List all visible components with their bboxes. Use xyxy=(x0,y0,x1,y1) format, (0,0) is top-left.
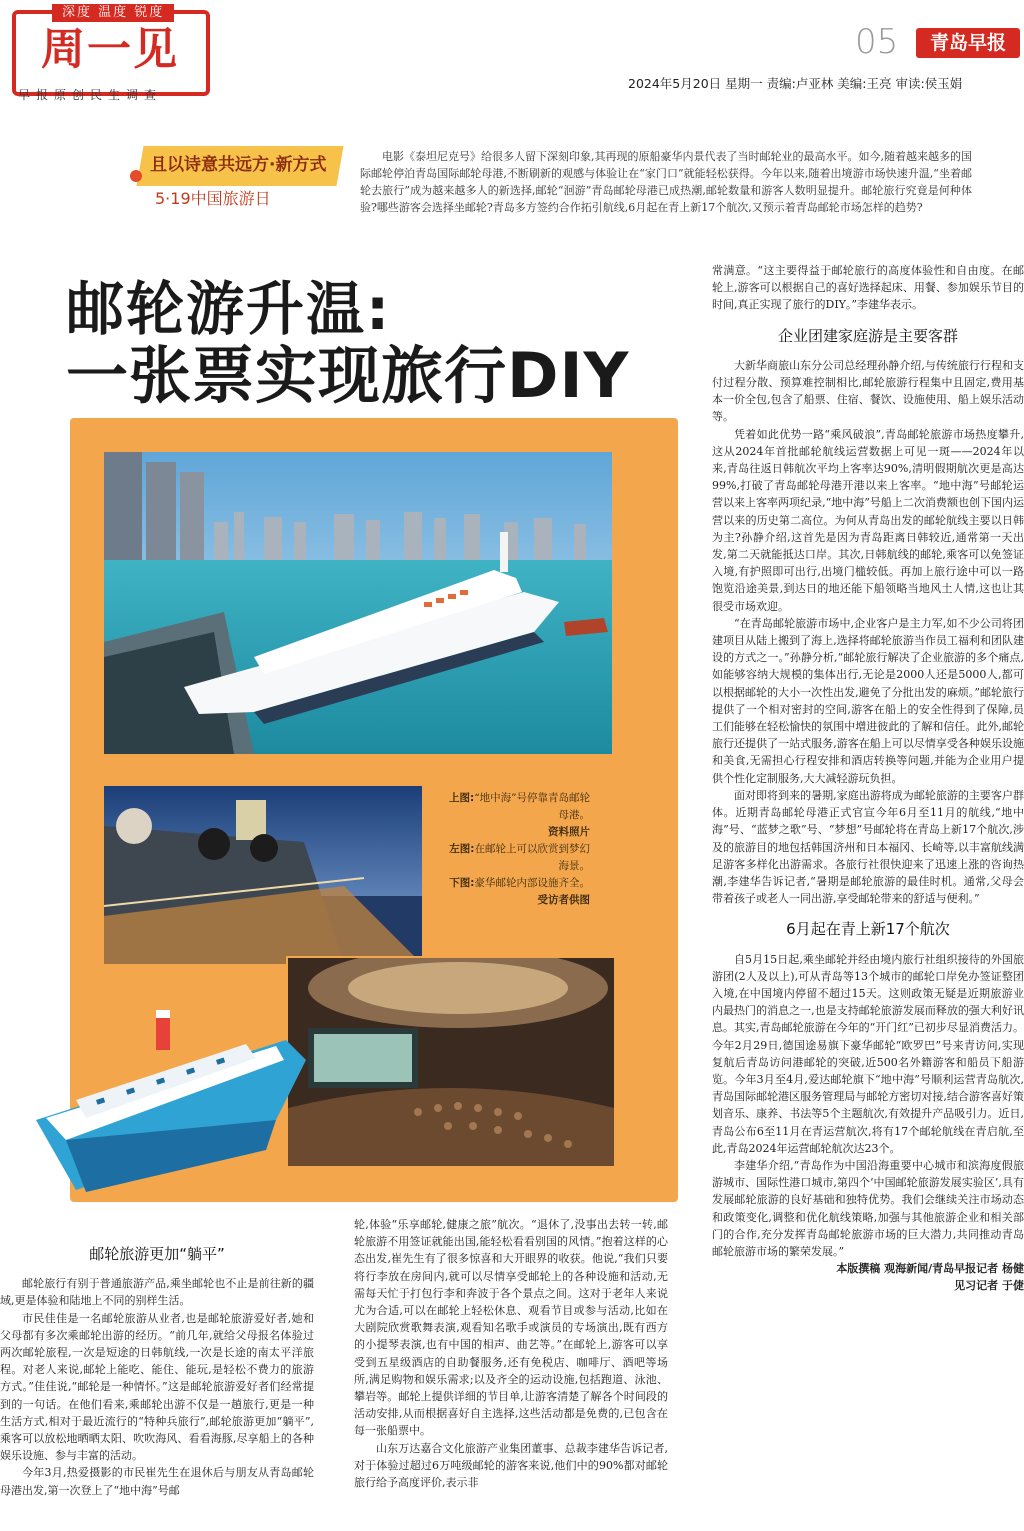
caption-bottom-text: 豪华邮轮内部设施齐全。 xyxy=(474,877,590,889)
right-paragraph-4: 面对即将到来的暑期,家庭出游将成为邮轮旅游的主要客户群体。近期青岛邮轮母港正式官宣今年6月至11月的航线,“地中海”号、“蓝梦之歌”号、“梦想”号邮轮将在青岛上新17个航次,涉及的旅游目的地包括韩国济州和日本福冈、长崎等,以丰富航线满足游客多样化出游需求。各旅行社很快迎来了迅速上涨的咨询热潮,李建华告诉记者,“暑期是邮轮旅游的最佳时机。通常,父母会带着孩子或老人一同出游,享受邮轮带来的舒适与便利。” xyxy=(712,788,1024,906)
headline-line-2: 一张票实现旅行DIY xyxy=(66,339,630,412)
tag-line-2: 5·19中国旅游日 xyxy=(155,189,271,208)
article-column-middle xyxy=(354,1216,668,1491)
lede-paragraph: 电影《泰坦尼克号》给很多人留下深刻印象,其再现的原船豪华内景代表了当时邮轮业的最高水平。如今,随着越来越多的国际邮轮停泊青岛国际邮轮母港,不断刷新的观感与体验让在“家门口”就能轻松获得。今年以来,随着出境游市场快速升温,“坐着邮轮去旅行”成为越来越多人的新选择,邮轮“洄游”青岛邮轮母港已成热潮,邮轮数量和游客人数明显提升。邮轮旅行究竟是何种体验?哪些游客会选择坐邮轮?青岛多方签约合作拓引航线,6月起在青上新17个航次,又预示着青岛邮轮市场怎样的趋势? xyxy=(360,150,972,214)
left-paragraph-2: 市民佳佳是一名邮轮旅游从业者,也是邮轮旅游爱好者,她和父母都有多次乘邮轮出游的经历。“前几年,就给父母报名体验过两次邮轮旅程,一次是短途的日韩航线,一次是长途的南太平洋旅程。对老人来说,邮轮上能吃、能住、能玩,是轻松不费力的旅游方式。”佳佳说,“邮轮是一种情怀。”这是邮轮旅游爱好者们经常提到的一句话。在他们看来,乘邮轮出游不仅是一趟旅行,更是一种生活方式,相对于最近流行的“特种兵旅行”,邮轮旅游更加“躺平”,乘客可以放松地晒晒太阳、吹吹海风、看看海豚,尽享船上的各种娱乐设施、参与丰富的活动。 xyxy=(0,1311,314,1463)
right-paragraph-5: 自5月15日起,乘坐邮轮并经由境内旅行社组织接待的外国旅游团(2人及以上),可从青岛等13个城市的邮轮口岸免办签证整团入境,在中国境内停留不超过15天。这则政策无疑是近期旅游业内最热门的消息之一,也是支持邮轮旅游发展而释放的强大利好讯息。其实,青岛邮轮旅游在今年的“开门红”已初步尽显消费活力。今年2月29日,德国途易旗下豪华邮轮“欧罗巴”号来青访问,实现复航后青岛访问港邮轮的突破,近500名外籍游客和船员下船游览。今年3月至4月,爱达邮轮旗下“地中海”号顺利运营青岛航次,青岛国际邮轮港区服务管理局与邮轮方密切对接,结合游客喜好策划音乐、康养、书法等5个主题航次,有效提升产品吸引力。近日,青岛公布6至11月在青运营航次,将有17个邮轮航线在青启航,至此,青岛2024年运营邮轮航次达23个。 xyxy=(712,952,1024,1155)
caption-left-label: 左图: xyxy=(449,843,475,855)
caption-left-text: 在邮轮上可以欣赏到梦幻海景。 xyxy=(474,843,590,872)
caption-top-credit: 资料照片 xyxy=(548,826,590,838)
right-paragraph-2: 凭着如此优势一路“乘风破浪”,青岛邮轮旅游市场热度攀升,这从2024年首批邮轮航线运营数据上可见一斑——2024年以来,青岛往返日韩航次平均上客率达90%,清明假期航次更是高达99%,打破了青岛邮轮母港开港以来上客率。“地中海”号邮轮运营以来上客率两项纪录,“地中海”号船上二次消费额也创下国内运营以来的历史第二高位。为何从青岛出发的邮轮航线主要以日韩为主?孙静介绍,这首先是因为青岛距离日韩较近,通常第一天出发,第二天就能抵达口岸。其次,日韩航线的邮轮,乘客可以免签证入境,有护照即可出行,出境门槛较低。再加上旅行途中可以一路饱览沿途美景,到达日的地还能下船领略当地风土人情,这也让其很受市场欢迎。 xyxy=(712,427,1024,613)
masthead-title: 周一见 xyxy=(41,24,179,75)
caption-top-text: “地中海”号停靠青岛邮轮母港。 xyxy=(474,792,590,821)
theater-interior-photo xyxy=(286,956,616,1168)
article-column-left xyxy=(0,1232,314,1499)
right-paragraph-3: “在青岛邮轮旅游市场中,企业客户是主力军,如不少公司将团建项目从陆上搬到了海上,选择将邮轮旅游当作员工福利和团队建设的方式之一。”孙静分析,“邮轮旅行解决了企业旅游的多个痛点,如能够容纳大规模的集体出行,无论是2000人还是5000人,都可以根据邮轮的大小一次性出发,避免了分批出发的麻烦。”邮轮旅行提供了一个相对密封的空间,游客在船上的安全性得到了保障,员工们能够在轻松愉快的氛围中增进彼此的了解和信任。此外,邮轮旅行还提供了一站式服务,游客在船上可以尽情享受各种娱乐设施和美食,无需担心行程安排和酒店转换等问题,并能为企业用户提供个性化定制服务,大大减轻游玩负担。 xyxy=(712,616,1024,785)
section-subhead-2: 6月起在青上新17个航次 xyxy=(786,920,950,939)
cruise-ship-port-photo xyxy=(104,452,612,754)
paper-logo: 青岛早报 xyxy=(916,28,1020,58)
caption-bottom-label: 下图: xyxy=(449,877,475,889)
left-paragraph-3: 今年3月,热爱摄影的市民崔先生在退休后与朋友从青岛邮轮母港出发,第一次登上了“地中海”号邮 xyxy=(0,1466,314,1497)
caption-bottom-credit: 受访者供图 xyxy=(537,894,590,906)
photo-caption xyxy=(440,790,590,909)
masthead-subtitle: 早报原创民生调查 xyxy=(18,88,163,102)
mid-paragraph-2: 山东万达嘉合文化旅游产业集团董事、总裁李建华告诉记者,对于体验过超过6万吨级邮轮的游客来说,他们中的90%都对邮轮旅行给予高度评价,表示非 xyxy=(354,1441,668,1490)
tag-dot-icon xyxy=(130,170,142,182)
left-paragraph-1: 邮轮旅行有别于普通旅游产品,乘坐邮轮也不止是前往新的疆域,更是体验和陆地上不同的别样生活。 xyxy=(0,1277,314,1308)
right-paragraph-1: 大新华商旅山东分公司总经理孙静介绍,与传统旅行行程和支付过程分散、预算难控制相比,邮轮旅游行程集中且固定,费用基本一价全包,包含了船票、住宿、餐饮、设施使用、船上娱乐活动等。 xyxy=(712,358,1024,424)
sea-view-deck-photo xyxy=(104,786,422,964)
tag-line-1: 且以诗意共远方·新方式 xyxy=(150,155,327,175)
headline-line-1: 邮轮游升温: xyxy=(66,275,392,343)
mid-paragraph-1: 轮,体验“乐享邮轮,健康之旅”航次。“退休了,没事出去转一转,邮轮旅游不用签证就能出国,能轻松看看别国的风情。”抱着这样的心态出发,崔先生有了很多惊喜和大开眼界的收获。他说,“我们只要将行李放在房间内,就可以尽情享受邮轮上的各种设施和活动,无需每天忙于打包行李和奔波于各个景点之间。这对于老年人来说尤为合适,可以在邮轮上轻松休息、观看节目或参与活动,比如在大剧院欣赏歌舞表演,观看知名歌手或演员的专场演出,既有西方的小提琴表演,也有中国的相声、曲艺等。”在邮轮上,游客可以享受到五星级酒店的自助餐服务,还有免税店、咖啡厅、酒吧等场所,满足购物和娱乐需求;以及齐全的运动设施,包括跑道、泳池、攀岩等。邮轮上提供详细的节目单,让游客清楚了解各个时间段的活动安排,从而根据喜好自主选择,这些活动都是免费的,已包含在每一张船票中。 xyxy=(354,1218,668,1438)
page-number: 05 xyxy=(855,22,899,62)
article-column-right xyxy=(712,262,1024,1295)
masthead-tagline: 深度 温度 锐度 xyxy=(52,4,174,22)
section-subhead-left: 邮轮旅游更加“躺平” xyxy=(89,1245,225,1263)
dateline: 2024年5月20日 星期一 责编:卢亚林 美编:王亮 审读:侯玉娟 xyxy=(628,76,963,91)
byline-2: 见习记者 于倢 xyxy=(954,1279,1024,1293)
cruise-ship-illustration xyxy=(36,1000,310,1196)
byline-1: 本版撰稿 观海新闻/青岛早报记者 杨健 xyxy=(836,1262,1024,1276)
right-paragraph-6: 李建华介绍,“青岛作为中国沿海重要中心城市和滨海度假旅游城市、国际性港口城市,第四个‘中国邮轮旅游发展实验区’,具有发展邮轮旅游的良好基础和独特优势。我们会继续关注市场动态和政策变化,调整和优化航线策略,加强与其他旅游企业和相关部门的合作,充分发挥青岛邮轮旅游市场的巨大潜力,共同推动青岛邮轮旅游市场的繁荣发展。” xyxy=(712,1158,1024,1258)
right-paragraph-0: 常满意。“这主要得益于邮轮旅行的高度体验性和自由度。在邮轮上,游客可以根据自己的喜好选择起床、用餐、参加娱乐节目的时间,真正实现了旅行的DIY。”李建华表示。 xyxy=(712,264,1024,312)
section-subhead-1: 企业团建家庭游是主要客群 xyxy=(777,326,958,345)
caption-top-label: 上图: xyxy=(449,792,475,804)
